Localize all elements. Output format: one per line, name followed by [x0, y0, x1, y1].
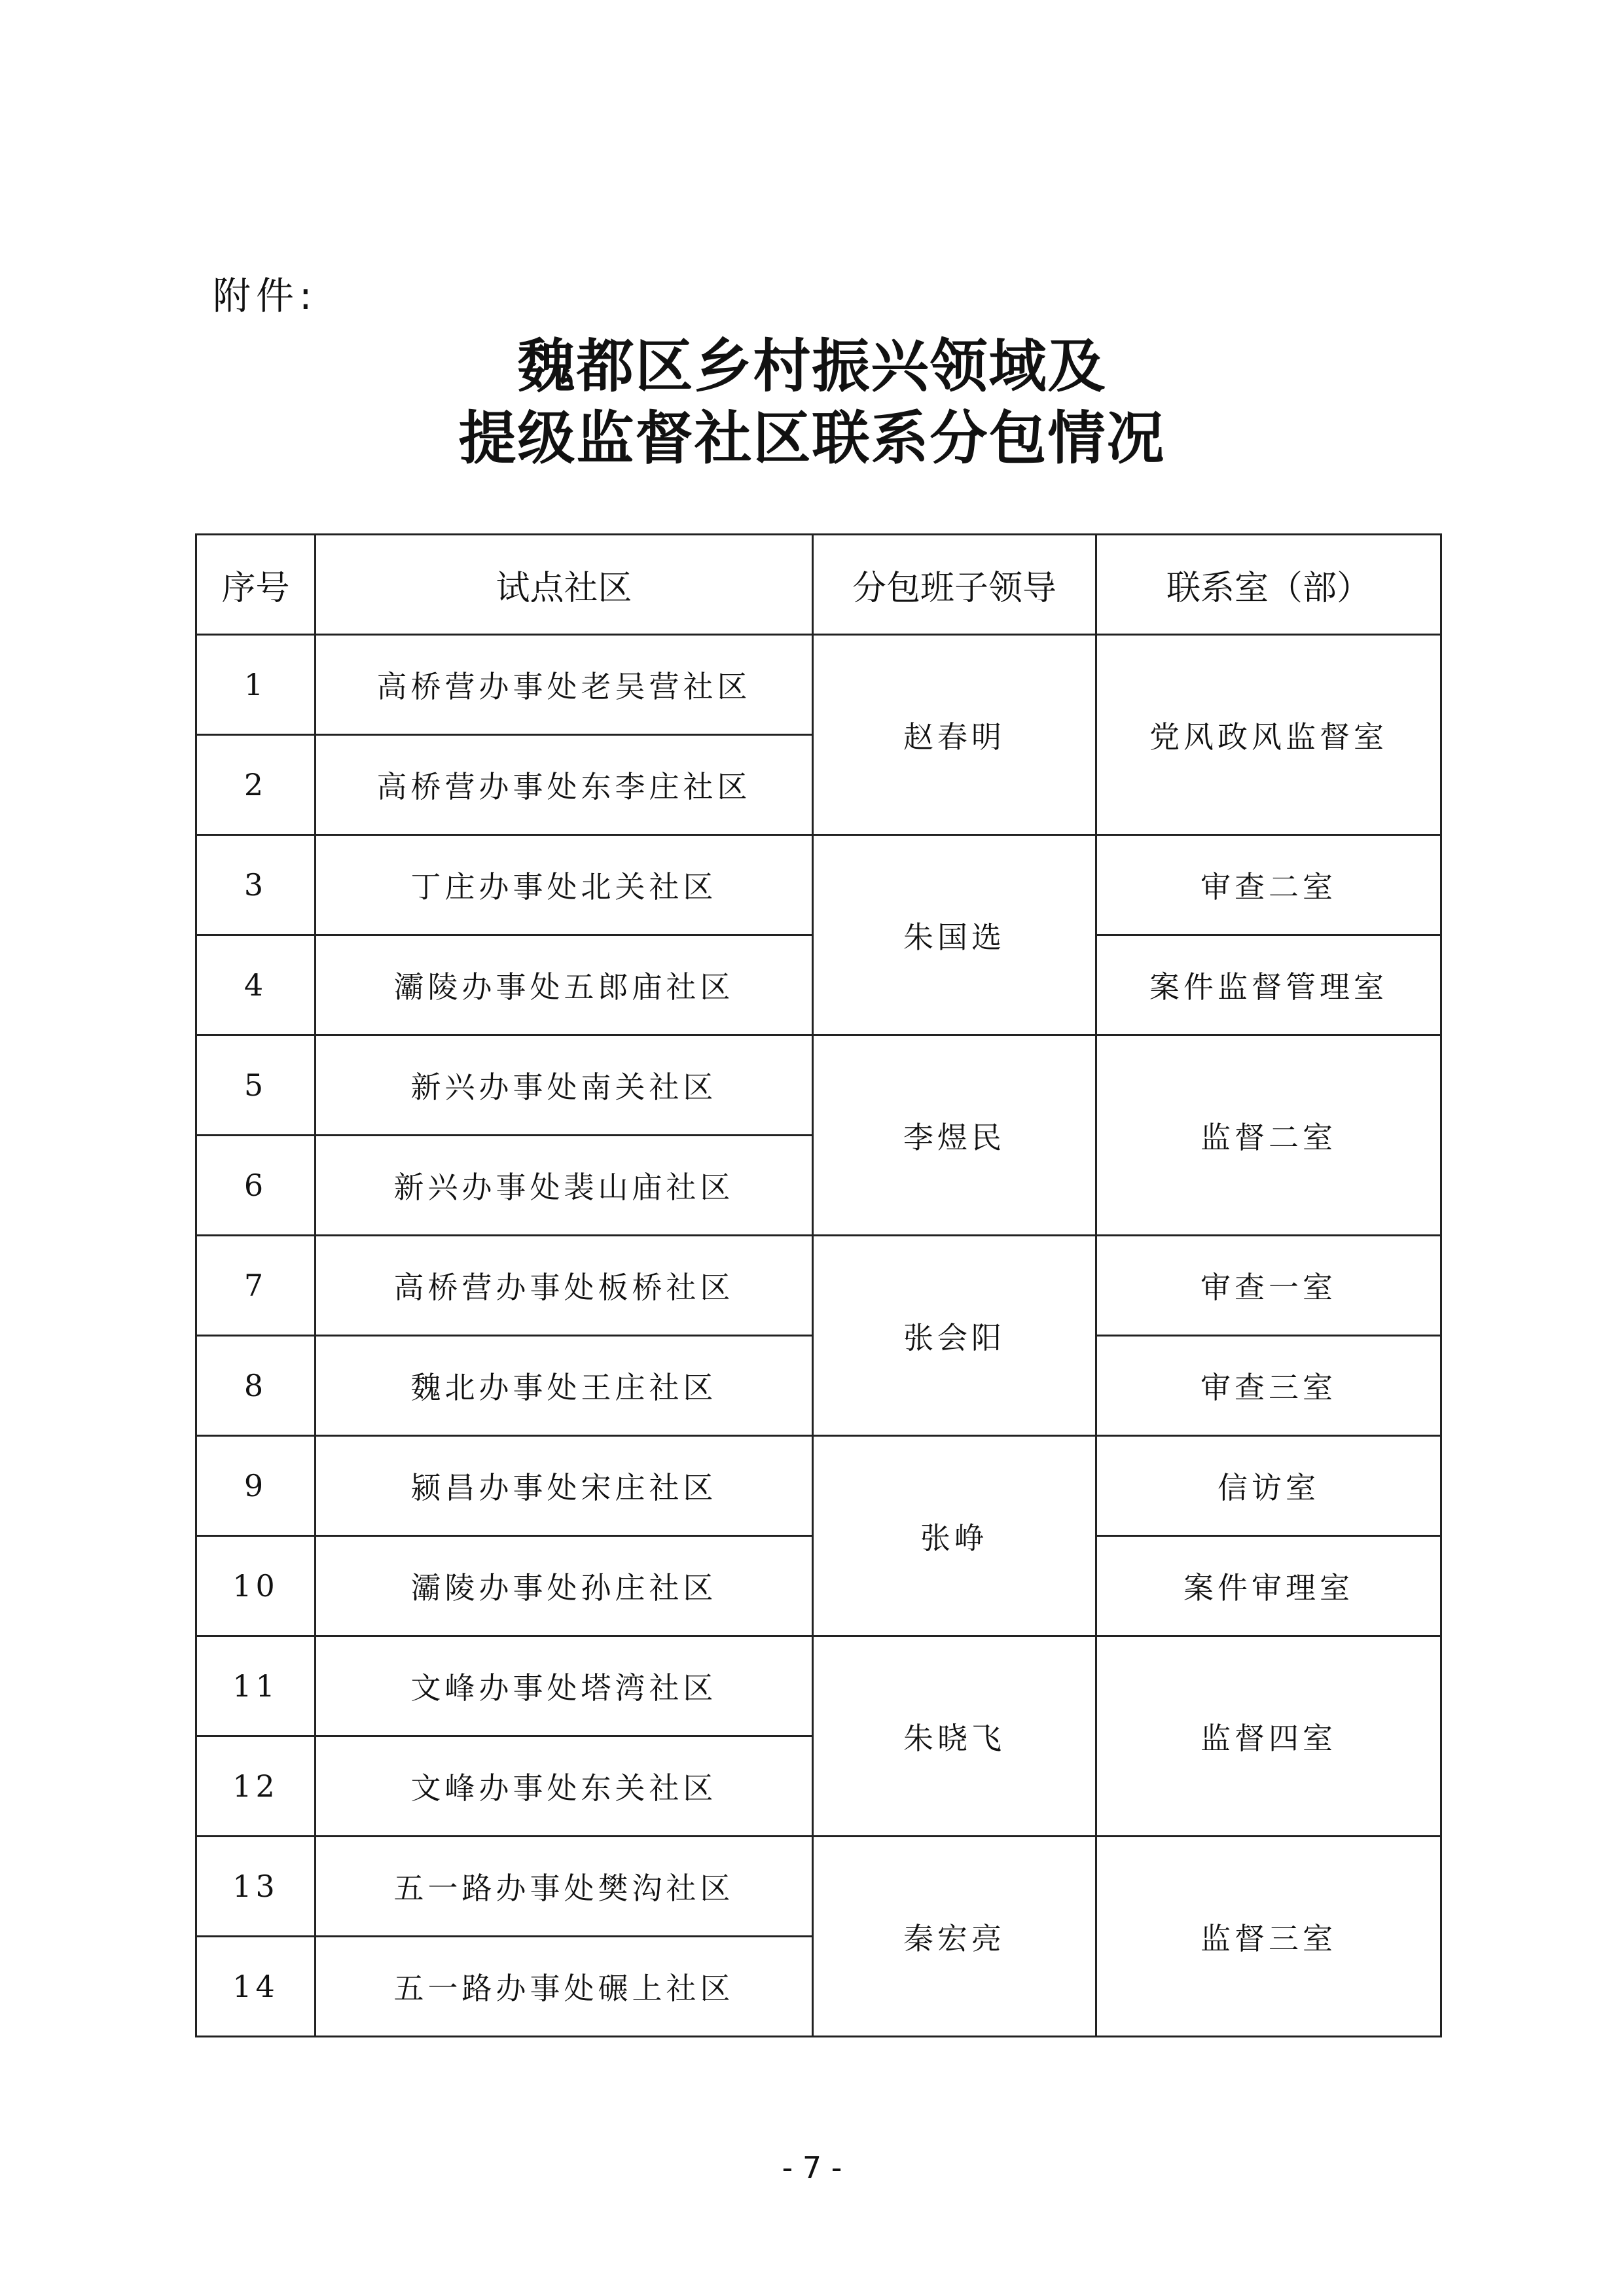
contact-office: 案件审理室	[1096, 1536, 1441, 1636]
contact-office: 党风政风监督室	[1096, 635, 1441, 835]
row-number: 7	[196, 1236, 316, 1336]
leader-name: 朱晓飞	[813, 1636, 1096, 1837]
document-title-line-2: 提级监督社区联系分包情况	[458, 404, 1166, 472]
community-name: 文峰办事处东关社区	[316, 1736, 813, 1837]
row-number: 8	[196, 1336, 316, 1436]
attachment-label: 附件:	[213, 274, 317, 318]
community-name: 丁庄办事处北关社区	[316, 835, 813, 935]
header-serial-number: 序号	[196, 535, 316, 635]
row-number: 1	[196, 635, 316, 735]
table-row	[196, 835, 1441, 935]
table-row	[196, 1436, 1441, 1536]
community-name: 新兴办事处裴山庙社区	[316, 1136, 813, 1236]
header-contact-office: 联系室（部）	[1096, 535, 1441, 635]
contact-office: 信访室	[1096, 1436, 1441, 1536]
community-name: 高桥营办事处东李庄社区	[316, 735, 813, 835]
row-number: 10	[196, 1536, 316, 1636]
leader-name: 朱国选	[813, 835, 1096, 1035]
page-number: - 7 -	[782, 2150, 842, 2185]
row-number: 11	[196, 1636, 316, 1736]
community-name: 新兴办事处南关社区	[316, 1035, 813, 1136]
table-row	[196, 1636, 1441, 1736]
leader-name: 赵春明	[813, 635, 1096, 835]
row-number: 9	[196, 1436, 316, 1536]
community-name: 高桥营办事处板桥社区	[316, 1236, 813, 1336]
leader-name: 张会阳	[813, 1236, 1096, 1436]
community-name: 灞陵办事处孙庄社区	[316, 1536, 813, 1636]
table-row	[196, 1236, 1441, 1336]
contact-office: 监督三室	[1096, 1837, 1441, 2037]
contact-office: 监督二室	[1096, 1035, 1441, 1236]
contact-office: 案件监督管理室	[1096, 935, 1441, 1035]
document-title-line-1: 魏都区乡村振兴领域及	[517, 332, 1107, 400]
header-pilot-community: 试点社区	[316, 535, 813, 635]
header-leader: 分包班子领导	[813, 535, 1096, 635]
row-number: 6	[196, 1136, 316, 1236]
community-name: 五一路办事处碾上社区	[316, 1937, 813, 2037]
assignment-table	[195, 533, 1442, 2037]
leader-name: 张峥	[813, 1436, 1096, 1636]
table-row	[196, 1035, 1441, 1136]
community-name: 文峰办事处塔湾社区	[316, 1636, 813, 1736]
leader-name: 秦宏亮	[813, 1837, 1096, 2037]
row-number: 2	[196, 735, 316, 835]
contact-office: 审查三室	[1096, 1336, 1441, 1436]
community-name: 灞陵办事处五郎庙社区	[316, 935, 813, 1035]
community-name: 五一路办事处樊沟社区	[316, 1837, 813, 1937]
table-row	[196, 635, 1441, 735]
table-row	[196, 1837, 1441, 1937]
contact-office: 审查二室	[1096, 835, 1441, 935]
community-name: 高桥营办事处老吴营社区	[316, 635, 813, 735]
contact-office: 审查一室	[1096, 1236, 1441, 1336]
row-number: 13	[196, 1837, 316, 1937]
community-name: 颍昌办事处宋庄社区	[316, 1436, 813, 1536]
row-number: 5	[196, 1035, 316, 1136]
row-number: 12	[196, 1736, 316, 1837]
contact-office: 监督四室	[1096, 1636, 1441, 1837]
row-number: 4	[196, 935, 316, 1035]
row-number: 3	[196, 835, 316, 935]
leader-name: 李煜民	[813, 1035, 1096, 1236]
community-name: 魏北办事处王庄社区	[316, 1336, 813, 1436]
row-number: 14	[196, 1937, 316, 2037]
table-header-row	[196, 535, 1441, 635]
